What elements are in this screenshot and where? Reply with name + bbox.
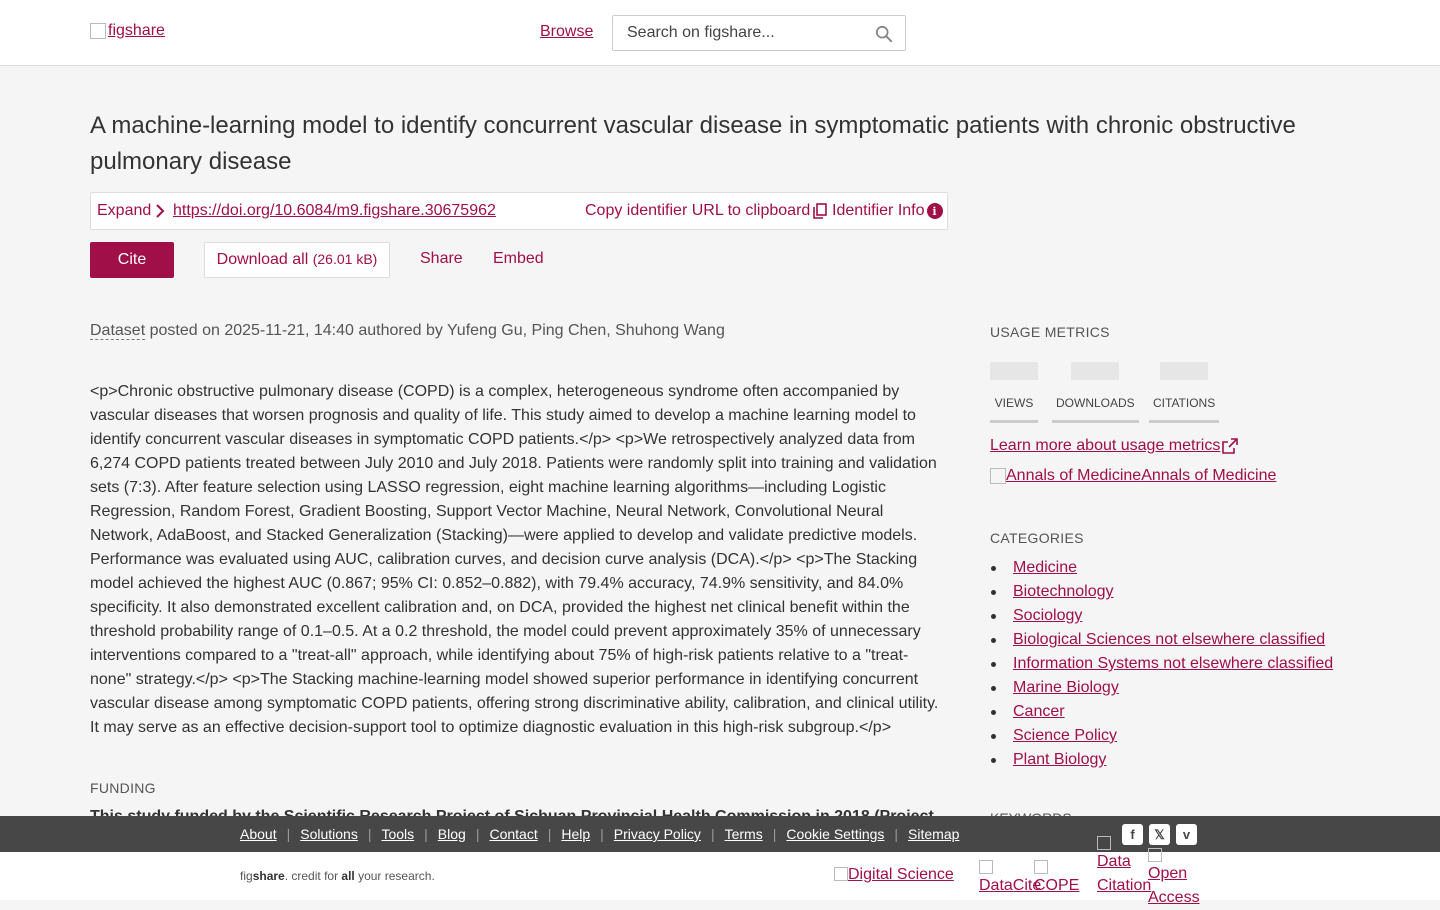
broken-image-icon — [1097, 836, 1111, 850]
open-access-link[interactable] — [1148, 844, 1204, 906]
copy-label: Copy identifier URL to clipboard — [585, 202, 811, 219]
partner-alt: Digital Science — [848, 866, 954, 883]
copy-icon — [813, 203, 827, 219]
category-link[interactable]: Science Policy — [1013, 727, 1118, 744]
footer-link-cookies[interactable]: | Cookie Settings — [786, 826, 885, 842]
footer-link-tools[interactable]: | Tools — [381, 826, 415, 842]
partner-alt: Open Access — [1148, 865, 1200, 906]
list-item — [990, 724, 1333, 748]
posted-info: posted on 2025-11-21, 14:40 authored by Yufeng Gu, Ping Chen, Shuhong Wang — [145, 322, 725, 339]
categories-list — [990, 556, 1333, 772]
downloads-label: DOWNLOADS — [1052, 396, 1139, 423]
category-link[interactable]: Information Systems not elsewhere classified — [1013, 655, 1334, 672]
usage-metrics-heading: USAGE METRICS — [990, 324, 1110, 340]
figshare-logo[interactable] — [90, 22, 165, 40]
tagline-end: your research. — [354, 869, 435, 883]
downloads-placeholder — [1071, 362, 1119, 380]
footer-main — [0, 852, 1440, 906]
list-item — [990, 628, 1333, 652]
citations-placeholder — [1160, 362, 1208, 380]
datacite-link[interactable] — [979, 856, 1042, 896]
citations-metric[interactable] — [1149, 362, 1219, 423]
list-item — [990, 604, 1333, 628]
identifier-info-button[interactable] — [832, 202, 943, 220]
cope-link[interactable] — [1034, 856, 1080, 896]
partner-alt: DataCite — [979, 877, 1042, 894]
abstract: <p>Chronic obstructive pulmonary disease (COPD) is a complex, heterogeneous syndrome often accompanied by vascular diseases that worsen prognosis and quality of life. This study aimed to develop a machine learning model to identify concurrent vascular diseases in symptomatic COPD patients.</p> <p>We retrospectively analyzed data from 6,274 COPD patients treated between July 2010 and July 2018. Patients were randomly split into training and validation sets (7:3). After feature selection using LASSO regression, eight machine learning algorithms—including Logistic Regression, Random Forest, Gradient Boosting, Support Vector Machine, Neural Network, Convolutional Neural Network, AdaBoost, and Stacked Generalization (Stacking)—were applied to develop and validate predictive models. Performance was evaluated using AUC, calibration curves, and decision curve analysis (DCA).</p> <p>The Stacking model achieved the highest AUC (0.867; 95% CI: 0.852–0.882), with 79.4% accuracy, 74.9% sensitivity, and 84.0% specificity. It also demonstrated excellent calibration and, on DCA, provided the highest net clinical benefit within the threshold probability range of 0.1–0.5. At a 0.2 threshold, the model could prevent approximately 35% of unnecessary interventions compared to a "treat-all" approach, while identifying about 75% of high-risk patients relative to a "treat-none" strategy.</p> <p>The Stacking machine-learning model showed superior performance in identifying concurrent vascular disease among symptomatic COPD patients, offering strong discriminative ability, calibration, and clinical utility. It may serve as an effective decision-support tool to optimize diagnostic evaluation in this high-risk subgroup.</p> — [90, 383, 939, 736]
search-box — [612, 15, 906, 51]
list-item — [990, 748, 1333, 772]
views-label: VIEWS — [990, 396, 1038, 423]
download-label: Download all — [216, 251, 309, 268]
copy-identifier-button[interactable] — [585, 202, 827, 220]
footer-nav — [0, 816, 1440, 852]
download-size: (26.01 kB) — [312, 251, 378, 267]
broken-image-icon — [834, 867, 848, 881]
identifier-bar — [90, 192, 948, 230]
broken-image-icon — [1148, 848, 1162, 862]
views-placeholder — [990, 362, 1038, 380]
item-type[interactable]: Dataset — [90, 322, 146, 339]
category-link[interactable]: Medicine — [1013, 559, 1078, 576]
funding-heading: FUNDING — [90, 780, 156, 796]
category-link[interactable]: Marine Biology — [1013, 679, 1119, 696]
footer-link-solutions[interactable]: | Solutions — [300, 826, 358, 842]
tagline-brand: share — [252, 869, 285, 883]
footer-link-privacy[interactable]: | Privacy Policy — [613, 826, 701, 842]
journal-alt: Annals of Medicine — [1006, 467, 1142, 484]
learn-more-label: Learn more about usage metrics — [990, 437, 1221, 454]
search-input[interactable] — [613, 16, 853, 50]
footer-link-contact[interactable]: | Contact — [489, 826, 538, 842]
social-links — [1122, 824, 1197, 845]
footer-link-help[interactable]: | Help — [561, 826, 591, 842]
info-label: Identifier Info — [832, 202, 925, 219]
partner-alt: COPE — [1034, 877, 1080, 894]
expand-label: Expand — [97, 202, 152, 219]
cite-button[interactable]: Cite — [90, 242, 174, 278]
footer-link-terms[interactable]: | Terms — [724, 826, 763, 842]
footer-tagline — [240, 869, 435, 883]
learn-more-metrics-link[interactable] — [990, 437, 1238, 455]
footer-link-about[interactable]: About — [240, 826, 277, 842]
list-item — [990, 700, 1333, 724]
facebook-icon[interactable]: f — [1122, 824, 1143, 845]
vimeo-icon[interactable]: v — [1176, 824, 1197, 845]
footer-link-blog[interactable]: | Blog — [437, 826, 466, 842]
footer-link-sitemap[interactable]: | Sitemap — [908, 826, 960, 842]
broken-image-icon — [1034, 860, 1048, 874]
category-link[interactable]: Sociology — [1013, 607, 1083, 624]
list-item — [990, 676, 1333, 700]
list-item — [990, 556, 1333, 580]
broken-image-icon — [990, 468, 1006, 484]
info-icon: i — [927, 203, 943, 219]
journal-name: Annals of Medicine — [1141, 467, 1277, 484]
tagline-mid: . credit for — [284, 869, 342, 883]
chevron-right-icon — [155, 204, 165, 218]
citations-label: CITATIONS — [1149, 396, 1219, 423]
category-link[interactable]: Cancer — [1013, 703, 1065, 720]
share-button[interactable]: Share — [420, 250, 463, 267]
external-link-icon — [1222, 438, 1238, 454]
x-icon[interactable]: 𝕏 — [1149, 824, 1170, 845]
item-meta — [90, 322, 725, 340]
downloads-metric[interactable] — [1052, 362, 1139, 423]
broken-image-icon — [979, 860, 993, 874]
page-title: A machine-learning model to identify concurrent vascular disease in symptomatic patients with chronic obstructive pulmonary disease — [90, 112, 1296, 175]
list-item — [990, 652, 1333, 676]
tagline-pre: fig — [240, 869, 253, 883]
tagline-all: all — [341, 869, 355, 883]
logo-alt-text: figshare — [108, 22, 165, 39]
expand-button[interactable] — [97, 202, 165, 220]
partner-alt: Data Citation — [1097, 853, 1152, 894]
categories-heading: CATEGORIES — [990, 530, 1084, 546]
category-link[interactable]: Biological Sciences not elsewhere classified — [1013, 631, 1326, 648]
category-link[interactable]: Plant Biology — [1013, 751, 1107, 768]
journal-link[interactable] — [990, 467, 1276, 485]
list-item — [990, 580, 1333, 604]
data-citation-link[interactable] — [1097, 832, 1152, 900]
views-metric[interactable] — [990, 362, 1038, 423]
broken-image-icon — [90, 23, 106, 39]
browse-link[interactable]: Browse — [540, 23, 594, 40]
category-link[interactable]: Biotechnology — [1013, 583, 1114, 600]
site-header — [0, 0, 1440, 66]
doi-link[interactable]: https://doi.org/10.6084/m9.figshare.30675962 — [173, 202, 496, 219]
embed-button[interactable]: Embed — [493, 250, 544, 267]
download-all-button[interactable] — [204, 242, 390, 278]
digital-science-link[interactable] — [834, 863, 958, 887]
search-icon[interactable] — [875, 25, 893, 43]
